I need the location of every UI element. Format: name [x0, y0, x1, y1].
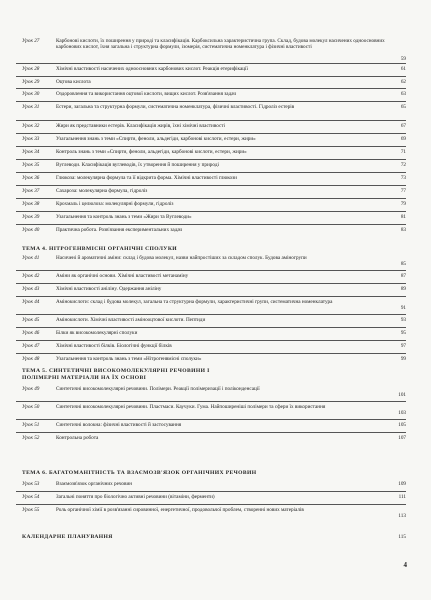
lesson-title: Практична робота. Розв'язання експериментальних задач: [56, 227, 183, 233]
lesson-label: Урок 31: [22, 104, 40, 110]
lesson-label: Урок 44: [22, 299, 40, 305]
divider: [16, 270, 406, 271]
section-heading: ТЕМА 5. СИНТЕТИЧНІ ВИСОКОМОЛЕКУЛЯРНІ РЕЧОВИНИ І ПОЛІМЕРНІ МАТЕРІАЛИ НА ЇХ ОСНОВІ: [22, 368, 210, 381]
lesson-page: 97: [400, 343, 406, 349]
lesson-title: Хімічні властивості аніліну. Одержання аніліну: [56, 286, 162, 292]
lesson-page: 83: [400, 227, 406, 233]
lesson-label: Урок 30: [22, 91, 40, 97]
lesson-page: 77: [400, 188, 406, 194]
lesson-page: 71: [400, 149, 406, 155]
lesson-title: Узагальнення та контроль знань з теми «Нітрогенвмісні сполуки»: [56, 356, 202, 362]
lesson-title: Аміни як органічні основи. Хімічні властивості метанаміну: [56, 273, 189, 279]
divider: [16, 133, 406, 134]
divider: [16, 353, 406, 354]
lesson-page: 61: [400, 66, 406, 72]
lesson-label: Урок 39: [22, 214, 40, 220]
lesson-page: 67: [400, 123, 406, 129]
lesson-page: 89: [400, 286, 406, 292]
lesson-page: 59: [400, 56, 406, 62]
lesson-page: 62: [400, 79, 406, 85]
lesson-label: Урок 40: [22, 227, 40, 233]
divider: [16, 120, 406, 121]
lesson-page: 85: [400, 261, 406, 267]
divider: [16, 327, 406, 328]
divider: [16, 296, 406, 297]
lesson-label: Урок 34: [22, 149, 40, 155]
calendar-page-number: 115: [398, 534, 406, 540]
divider: [16, 88, 406, 89]
lesson-title: Хімічні властивості білків. Біологічні функції білків: [56, 343, 172, 349]
lesson-title: Насичені й ароматичні аміни: склад і будова молекул, назви найпростіших за складом сполук. Будова аміногрупи: [56, 255, 307, 261]
lesson-title: Крохмаль і целюлоза: молекулярні формули, гідроліз: [56, 201, 174, 207]
divider: [16, 159, 406, 160]
lesson-label: Урок 35: [22, 162, 40, 168]
lesson-label: Урок 47: [22, 343, 40, 349]
divider: [16, 76, 406, 77]
lesson-label: Урок 41: [22, 255, 40, 261]
divider: [16, 314, 406, 315]
lesson-label: Урок 43: [22, 286, 40, 292]
lesson-page: 109: [398, 481, 406, 487]
lesson-page: 63: [400, 91, 406, 97]
lesson-title: Амінокислоти. Хімічні властивості амінооцтової кислоти. Пептиди: [56, 317, 206, 323]
lesson-page: 111: [398, 494, 406, 500]
lesson-title: Узагальнення та контроль знань з теми «Жири та Вуглеводи»: [56, 214, 192, 220]
page-number: 4: [403, 561, 407, 569]
divider: [16, 432, 406, 433]
lesson-title: Синтетичні високомолекулярні речовини. Полімери. Реакції полімеризації і поліконденсації: [56, 386, 260, 392]
lesson-page: 65: [400, 104, 406, 110]
lesson-page: 73: [400, 175, 406, 181]
lesson-page: 103: [398, 410, 406, 416]
divider: [16, 172, 406, 173]
lesson-title: Синтетичні волокна: фізичні властивості й застосування: [56, 422, 182, 428]
lesson-label: Урок 55: [22, 507, 40, 513]
divider: [16, 491, 406, 492]
lesson-label: Урок 27: [22, 38, 40, 44]
lesson-title: Роль органічної хімії в розв'язанні сировинної, енергетичної, продовольчої проблем, створенні нових матеріалів: [56, 507, 304, 513]
divider: [16, 211, 406, 212]
lesson-page: 95: [400, 330, 406, 336]
lesson-title: Оцтова кислота: [56, 79, 91, 85]
lesson-label: Урок 53: [22, 481, 40, 487]
lesson-title: Загальні поняття про біологічно активні речовини (вітаміни, ферменти): [56, 494, 215, 500]
lesson-title: Взаємозв'язок органічних речовин: [56, 481, 133, 487]
lesson-page: 107: [398, 435, 406, 441]
lesson-title: Узагальнення знань з теми «Спирти, феноли, альдегіди, карбонові кислоти, естери, жири»: [56, 136, 256, 142]
lesson-page: 87: [400, 273, 406, 279]
divider: [16, 146, 406, 147]
lesson-page: 99: [400, 356, 406, 362]
divider: [16, 185, 406, 186]
section-heading: ТЕМА 4. НІТРОГЕНВМІСНІ ОРГАНІЧНІ СПОЛУКИ: [22, 246, 178, 252]
divider: [16, 504, 406, 505]
lesson-page: 105: [398, 422, 406, 428]
lesson-title: Карбонові кислоти, їх поширення у природі та класифікація. Карбоксильна характеристична група. Склад, будова молекул насичених одноосновних карбонових кислот, їхня загальна і структурна формули, ізомерія, систематична номенклатура і фізичні властивості: [56, 38, 385, 51]
divider: [16, 101, 406, 102]
lesson-label: Урок 45: [22, 317, 40, 323]
lesson-label: Урок 29: [22, 79, 40, 85]
lesson-label: Урок 50: [22, 404, 40, 410]
lesson-title: Глюкоза: молекулярна формула та її відкрита форма. Хімічні властивості глюкози: [56, 175, 237, 181]
lesson-label: Урок 37: [22, 188, 40, 194]
lesson-title: Синтетичні високомолекулярні речовини. Пластмаси. Каучуки. Гума. Найпоширеніші полімери та сфери їх використання: [56, 404, 326, 410]
lesson-label: Урок 49: [22, 386, 40, 392]
divider: [16, 401, 406, 402]
lesson-label: Урок 42: [22, 273, 40, 279]
divider: [16, 283, 406, 284]
lesson-label: Урок 33: [22, 136, 40, 142]
lesson-page: 113: [398, 513, 406, 519]
divider: [16, 419, 406, 420]
lesson-label: Урок 48: [22, 356, 40, 362]
divider: [16, 340, 406, 341]
lesson-page: 91: [400, 305, 406, 311]
lesson-label: Урок 54: [22, 494, 40, 500]
lesson-title: Естери, загальна та структурна формули, систематична номенклатура, фізичні властивості. Гідроліз естерів: [56, 104, 295, 110]
lesson-label: Урок 51: [22, 422, 40, 428]
lesson-label: Урок 52: [22, 435, 40, 441]
lesson-label: Урок 28: [22, 66, 40, 72]
divider: [16, 198, 406, 199]
lesson-page: 93: [400, 317, 406, 323]
lesson-title: Оздоровлення та використання оцтової кислоти, вищих кислот. Розв'язання задач: [56, 91, 236, 97]
lesson-title: Контрольна робота: [56, 435, 99, 441]
lesson-page: 81: [400, 214, 406, 220]
section-heading: ТЕМА 6. БАГАТОМАНІТНІСТЬ ТА ВЗАЄМОЗВ'ЯЗОК ОРГАНІЧНИХ РЕЧОВИН: [22, 470, 257, 476]
lesson-label: Урок 38: [22, 201, 40, 207]
lesson-title: Сахароза: молекулярна формула, гідроліз: [56, 188, 148, 194]
lesson-title: Вуглеводи. Класифікація вуглеводів, їх утворення й поширення у природі: [56, 162, 219, 168]
divider: [16, 224, 406, 225]
lesson-title: Жири як представники естерів. Класифікація жирів, їхні хімічні властивості: [56, 123, 225, 129]
lesson-label: Урок 32: [22, 123, 40, 129]
lesson-page: 69: [400, 136, 406, 142]
lesson-label: Урок 46: [22, 330, 40, 336]
divider: [16, 63, 406, 64]
lesson-page: 79: [400, 201, 406, 207]
lesson-title: Хімічні властивості насичених одноосновних карбонових кислот. Реакція етерифікації: [56, 66, 248, 72]
lesson-title: Білки як високомолекулярні сполуки: [56, 330, 138, 336]
calendar-heading: КАЛЕНДАРНЕ ПЛАНУВАННЯ: [22, 534, 113, 540]
lesson-label: Урок 36: [22, 175, 40, 181]
lesson-title: Контроль знань з теми «Спирти, феноли, альдегіди, карбонові кислоти, естери, жири»: [56, 149, 247, 155]
lesson-page: 101: [398, 392, 406, 398]
lesson-page: 72: [400, 162, 406, 168]
lesson-title: Амінокислоти: склад і будова молекул, загальна та структурна формули, характеристичні групи, систематична номенклатура: [56, 299, 333, 305]
